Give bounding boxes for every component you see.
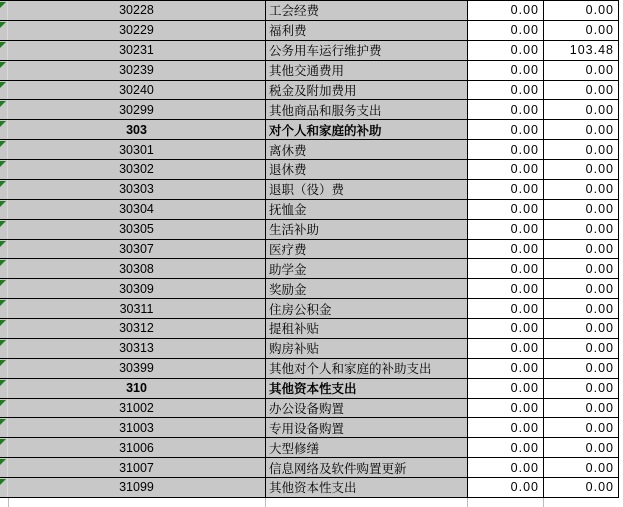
row-indicator-cell[interactable] <box>0 359 8 378</box>
amount2-value: 0.00 <box>585 460 614 475</box>
account-name: 抚恤金 <box>269 203 307 218</box>
row-indicator-cell[interactable] <box>0 438 8 457</box>
amount1-cell[interactable] <box>467 61 543 80</box>
code-cell[interactable] <box>8 61 265 80</box>
amount2-value: 0.00 <box>585 480 614 495</box>
error-indicator-icon <box>0 479 6 485</box>
amount2-cell[interactable] <box>543 120 619 139</box>
table-row <box>0 140 619 160</box>
row-indicator-cell[interactable] <box>0 240 8 259</box>
row-indicator-cell[interactable] <box>0 418 8 437</box>
error-indicator-icon <box>0 459 6 465</box>
code-cell[interactable] <box>8 100 265 119</box>
code-cell[interactable] <box>8 478 265 497</box>
amount1-cell[interactable] <box>467 259 543 278</box>
row-indicator-cell[interactable] <box>0 180 8 199</box>
table-row <box>0 279 619 299</box>
name-cell[interactable] <box>265 140 467 159</box>
gridline <box>8 498 9 507</box>
amount1-value: 0.00 <box>510 281 539 296</box>
row-indicator-cell[interactable] <box>0 259 8 278</box>
amount2-value: 0.00 <box>585 420 614 435</box>
amount1-cell[interactable] <box>467 140 543 159</box>
amount1-cell[interactable] <box>467 21 543 40</box>
amount2-value: 103.48 <box>569 43 614 58</box>
error-indicator-icon <box>0 82 6 88</box>
amount2-value: 0.00 <box>585 222 614 237</box>
account-name: 退职（役）费 <box>269 183 345 198</box>
amount2-value: 0.00 <box>585 261 614 276</box>
code-value: 31007 <box>119 460 154 475</box>
table-row <box>0 319 619 339</box>
amount1-cell[interactable] <box>467 120 543 139</box>
name-cell[interactable] <box>265 259 467 278</box>
amount2-cell[interactable] <box>543 279 619 298</box>
account-name: 其他资本性支出 <box>269 382 357 397</box>
amount1-value: 0.00 <box>510 182 539 197</box>
code-cell[interactable] <box>8 319 265 338</box>
name-cell[interactable] <box>265 200 467 219</box>
amount1-value: 0.00 <box>510 440 539 455</box>
amount2-value: 0.00 <box>585 440 614 455</box>
name-cell[interactable] <box>265 100 467 119</box>
account-name: 助学金 <box>269 262 307 277</box>
code-value: 30228 <box>119 3 154 18</box>
account-name: 其他对个人和家庭的补助支出 <box>269 362 432 377</box>
code-value: 31002 <box>119 400 154 415</box>
row-indicator-cell[interactable] <box>0 458 8 477</box>
row-indicator-cell[interactable] <box>0 61 8 80</box>
amount1-value: 0.00 <box>510 400 539 415</box>
row-indicator-cell[interactable] <box>0 478 8 497</box>
error-indicator-icon <box>0 42 6 48</box>
code-cell[interactable] <box>8 81 265 100</box>
row-indicator-cell[interactable] <box>0 1 8 20</box>
amount1-value: 0.00 <box>510 122 539 137</box>
error-indicator-icon <box>0 161 6 167</box>
amount1-value: 0.00 <box>510 361 539 376</box>
code-value: 30399 <box>119 361 154 376</box>
amount1-cell[interactable] <box>467 200 543 219</box>
table-row <box>0 478 619 498</box>
amount2-cell[interactable] <box>543 339 619 358</box>
table-row <box>0 1 619 21</box>
table-row <box>0 240 619 260</box>
table-row <box>0 100 619 120</box>
row-indicator-cell[interactable] <box>0 200 8 219</box>
name-cell[interactable] <box>265 120 467 139</box>
amount1-value: 0.00 <box>510 341 539 356</box>
name-cell[interactable] <box>265 339 467 358</box>
code-cell[interactable] <box>8 418 265 437</box>
amount1-cell[interactable] <box>467 100 543 119</box>
error-indicator-icon <box>0 2 6 8</box>
amount1-cell[interactable] <box>467 240 543 259</box>
name-cell[interactable] <box>265 220 467 239</box>
account-name: 离休费 <box>269 143 307 158</box>
code-value: 30308 <box>119 261 154 276</box>
amount2-value: 0.00 <box>585 301 614 316</box>
row-indicator-cell[interactable] <box>0 100 8 119</box>
row-indicator-cell[interactable] <box>0 41 8 60</box>
amount1-value: 0.00 <box>510 460 539 475</box>
amount2-value: 0.00 <box>585 102 614 117</box>
amount1-value: 0.00 <box>510 420 539 435</box>
account-name: 提租补贴 <box>269 322 320 337</box>
name-cell[interactable] <box>265 379 467 398</box>
code-value: 30231 <box>119 43 154 58</box>
code-value: 30312 <box>119 321 154 336</box>
code-value: 30304 <box>119 202 154 217</box>
amount2-value: 0.00 <box>585 321 614 336</box>
amount1-cell[interactable] <box>467 41 543 60</box>
gridline <box>265 498 266 507</box>
error-indicator-icon <box>0 62 6 68</box>
table-row <box>0 120 619 140</box>
amount1-cell[interactable] <box>467 81 543 100</box>
name-cell[interactable] <box>265 61 467 80</box>
error-indicator-icon <box>0 280 6 286</box>
row-indicator-cell[interactable] <box>0 21 8 40</box>
row-indicator-cell[interactable] <box>0 220 8 239</box>
code-cell[interactable] <box>8 458 265 477</box>
name-cell[interactable] <box>265 438 467 457</box>
row-indicator-cell[interactable] <box>0 339 8 358</box>
amount1-value: 0.00 <box>510 202 539 217</box>
amount2-value: 0.00 <box>585 202 614 217</box>
name-cell[interactable] <box>265 418 467 437</box>
error-indicator-icon <box>0 320 6 326</box>
error-indicator-icon <box>0 241 6 247</box>
name-cell[interactable] <box>265 41 467 60</box>
code-value: 31006 <box>119 440 154 455</box>
error-indicator-icon <box>0 181 6 187</box>
amount2-cell[interactable] <box>543 100 619 119</box>
code-value: 30303 <box>119 182 154 197</box>
amount1-value: 0.00 <box>510 3 539 18</box>
row-indicator-cell[interactable] <box>0 81 8 100</box>
amount2-value: 0.00 <box>585 341 614 356</box>
code-cell[interactable] <box>8 140 265 159</box>
error-indicator-icon <box>0 360 6 366</box>
account-name: 福利费 <box>269 24 307 39</box>
amount2-value: 0.00 <box>585 400 614 415</box>
account-name: 其他资本性支出 <box>269 481 357 496</box>
amount2-cell[interactable] <box>543 259 619 278</box>
amount2-cell[interactable] <box>543 140 619 159</box>
amount2-cell[interactable] <box>543 458 619 477</box>
error-indicator-icon <box>0 141 6 147</box>
amount1-cell[interactable] <box>467 379 543 398</box>
amount2-cell[interactable] <box>543 180 619 199</box>
amount1-cell[interactable] <box>467 160 543 179</box>
amount2-cell[interactable] <box>543 41 619 60</box>
table-row <box>0 81 619 101</box>
amount1-cell[interactable] <box>467 279 543 298</box>
error-indicator-icon <box>0 400 6 406</box>
amount2-value: 0.00 <box>585 63 614 78</box>
name-cell[interactable] <box>265 478 467 497</box>
amount1-cell[interactable] <box>467 438 543 457</box>
amount2-cell[interactable] <box>543 478 619 497</box>
error-indicator-icon <box>0 101 6 107</box>
code-cell[interactable] <box>8 259 265 278</box>
error-indicator-icon <box>0 221 6 227</box>
table-row <box>0 160 619 180</box>
amount1-cell[interactable] <box>467 399 543 418</box>
amount2-cell[interactable] <box>543 160 619 179</box>
code-value: 30307 <box>119 241 154 256</box>
amount2-cell[interactable] <box>543 21 619 40</box>
table-row <box>0 41 619 61</box>
code-cell[interactable] <box>8 299 265 318</box>
code-value: 310 <box>126 381 147 396</box>
code-value: 30240 <box>119 82 154 97</box>
amount1-value: 0.00 <box>510 261 539 276</box>
account-name: 办公设备购置 <box>269 401 345 416</box>
amount2-cell[interactable] <box>543 200 619 219</box>
error-indicator-icon <box>0 121 6 127</box>
amount1-cell[interactable] <box>467 180 543 199</box>
amount1-cell[interactable] <box>467 418 543 437</box>
amount1-value: 0.00 <box>510 321 539 336</box>
code-value: 303 <box>126 122 147 137</box>
table-row <box>0 399 619 419</box>
amount1-value: 0.00 <box>510 43 539 58</box>
name-cell[interactable] <box>265 359 467 378</box>
account-name: 奖励金 <box>269 282 307 297</box>
error-indicator-icon <box>0 22 6 28</box>
code-cell[interactable] <box>8 120 265 139</box>
amount2-value: 0.00 <box>585 142 614 157</box>
amount1-value: 0.00 <box>510 222 539 237</box>
code-cell[interactable] <box>8 41 265 60</box>
amount2-value: 0.00 <box>585 23 614 38</box>
amount2-cell[interactable] <box>543 399 619 418</box>
table-row <box>0 379 619 399</box>
code-value: 30305 <box>119 222 154 237</box>
table-row <box>0 359 619 379</box>
account-name: 公务用车运行维护费 <box>269 44 382 59</box>
amount2-cell[interactable] <box>543 61 619 80</box>
code-cell[interactable] <box>8 399 265 418</box>
code-value: 30299 <box>119 102 154 117</box>
table-row <box>0 259 619 279</box>
code-cell[interactable] <box>8 359 265 378</box>
code-cell[interactable] <box>8 200 265 219</box>
row-indicator-cell[interactable] <box>0 299 8 318</box>
error-indicator-icon <box>0 260 6 266</box>
amount1-value: 0.00 <box>510 102 539 117</box>
account-name: 信息网络及软件购置更新 <box>269 461 407 476</box>
amount1-value: 0.00 <box>510 63 539 78</box>
row-indicator-cell[interactable] <box>0 120 8 139</box>
amount1-value: 0.00 <box>510 162 539 177</box>
code-cell[interactable] <box>8 240 265 259</box>
amount2-cell[interactable] <box>543 418 619 437</box>
amount2-cell[interactable] <box>543 299 619 318</box>
name-cell[interactable] <box>265 240 467 259</box>
error-indicator-icon <box>0 439 6 445</box>
amount2-cell[interactable] <box>543 438 619 457</box>
code-value: 30302 <box>119 162 154 177</box>
amount2-value: 0.00 <box>585 281 614 296</box>
code-value: 31003 <box>119 420 154 435</box>
table-row <box>0 220 619 240</box>
amount2-cell[interactable] <box>543 379 619 398</box>
error-indicator-icon <box>0 340 6 346</box>
gridline <box>543 498 544 507</box>
code-cell[interactable] <box>8 180 265 199</box>
gridline <box>467 498 468 507</box>
amount1-cell[interactable] <box>467 478 543 497</box>
table-row <box>0 418 619 438</box>
row-indicator-cell[interactable] <box>0 279 8 298</box>
amount1-cell[interactable] <box>467 359 543 378</box>
table-row <box>0 61 619 81</box>
amount2-cell[interactable] <box>543 319 619 338</box>
account-name: 对个人和家庭的补助 <box>269 123 382 138</box>
amount2-value: 0.00 <box>585 3 614 18</box>
amount2-value: 0.00 <box>585 122 614 137</box>
name-cell[interactable] <box>265 21 467 40</box>
name-cell[interactable] <box>265 81 467 100</box>
name-cell[interactable] <box>265 279 467 298</box>
code-cell[interactable] <box>8 220 265 239</box>
amount2-cell[interactable] <box>543 81 619 100</box>
code-cell[interactable] <box>8 379 265 398</box>
account-name: 其他交通费用 <box>269 64 345 79</box>
code-cell[interactable] <box>8 21 265 40</box>
table-row <box>0 438 619 458</box>
account-name: 购房补贴 <box>269 342 320 357</box>
amount2-value: 0.00 <box>585 82 614 97</box>
error-indicator-icon <box>0 380 6 386</box>
code-cell[interactable] <box>8 1 265 20</box>
account-name: 住房公积金 <box>269 302 332 317</box>
amount1-cell[interactable] <box>467 319 543 338</box>
table-row <box>0 458 619 478</box>
amount1-cell[interactable] <box>467 299 543 318</box>
amount2-value: 0.00 <box>585 241 614 256</box>
code-value: 30313 <box>119 341 154 356</box>
error-indicator-icon <box>0 201 6 207</box>
amount1-cell[interactable] <box>467 1 543 20</box>
code-cell[interactable] <box>8 339 265 358</box>
account-name: 医疗费 <box>269 242 307 257</box>
code-cell[interactable] <box>8 160 265 179</box>
amount1-cell[interactable] <box>467 220 543 239</box>
code-cell[interactable] <box>8 279 265 298</box>
amount1-value: 0.00 <box>510 23 539 38</box>
code-value: 30301 <box>119 142 154 157</box>
amount1-value: 0.00 <box>510 142 539 157</box>
code-value: 31099 <box>119 480 154 495</box>
row-indicator-cell[interactable] <box>0 399 8 418</box>
amount1-value: 0.00 <box>510 381 539 396</box>
empty-row-area[interactable] <box>0 498 623 507</box>
table-row <box>0 299 619 319</box>
account-name: 生活补助 <box>269 223 320 238</box>
account-name: 大型修缮 <box>269 441 320 456</box>
name-cell[interactable] <box>265 458 467 477</box>
amount2-value: 0.00 <box>585 162 614 177</box>
amount1-cell[interactable] <box>467 339 543 358</box>
row-indicator-cell[interactable] <box>0 379 8 398</box>
amount1-cell[interactable] <box>467 458 543 477</box>
name-cell[interactable] <box>265 399 467 418</box>
table-row <box>0 200 619 220</box>
amount1-value: 0.00 <box>510 480 539 495</box>
error-indicator-icon <box>0 419 6 425</box>
account-name: 工会经费 <box>269 4 320 19</box>
amount2-cell[interactable] <box>543 359 619 378</box>
amount2-cell[interactable] <box>543 220 619 239</box>
amount1-value: 0.00 <box>510 301 539 316</box>
name-cell[interactable] <box>265 299 467 318</box>
error-indicator-icon <box>0 300 6 306</box>
amount2-value: 0.00 <box>585 361 614 376</box>
code-value: 30229 <box>119 23 154 38</box>
amount2-value: 0.00 <box>585 182 614 197</box>
row-indicator-cell[interactable] <box>0 319 8 338</box>
name-cell[interactable] <box>265 1 467 20</box>
amount1-value: 0.00 <box>510 82 539 97</box>
amount2-value: 0.00 <box>585 381 614 396</box>
name-cell[interactable] <box>265 180 467 199</box>
code-cell[interactable] <box>8 438 265 457</box>
amount1-value: 0.00 <box>510 241 539 256</box>
account-name: 退休费 <box>269 163 307 178</box>
account-name: 税金及附加费用 <box>269 83 357 98</box>
table-row <box>0 339 619 359</box>
row-indicator-cell[interactable] <box>0 160 8 179</box>
name-cell[interactable] <box>265 319 467 338</box>
code-value: 30239 <box>119 63 154 78</box>
table-row <box>0 180 619 200</box>
row-indicator-cell[interactable] <box>0 140 8 159</box>
amount2-cell[interactable] <box>543 1 619 20</box>
amount2-cell[interactable] <box>543 240 619 259</box>
code-value: 30309 <box>119 281 154 296</box>
table-row <box>0 21 619 41</box>
code-value: 30311 <box>119 301 154 316</box>
account-name: 其他商品和服务支出 <box>269 103 382 118</box>
account-name: 专用设备购置 <box>269 421 345 436</box>
name-cell[interactable] <box>265 160 467 179</box>
